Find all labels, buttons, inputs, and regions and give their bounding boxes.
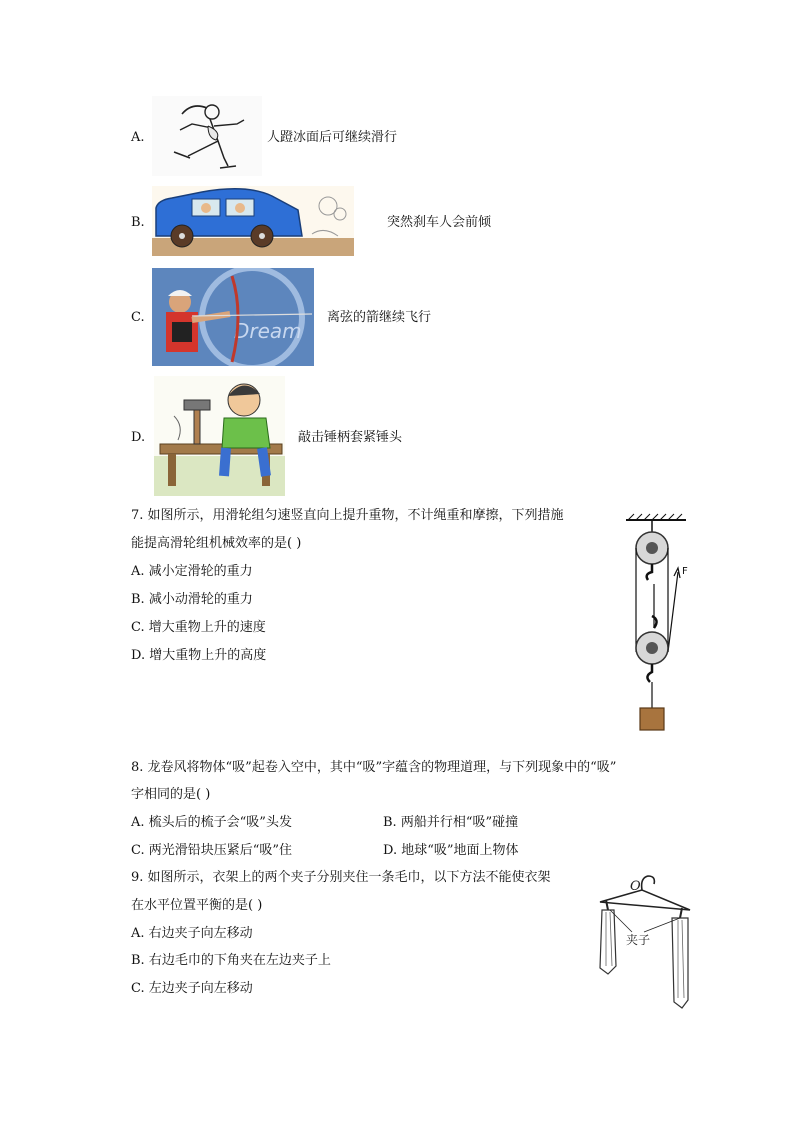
q7-option-b: B. 减小动滑轮的重力	[131, 592, 253, 607]
option-d-letter: D.	[131, 430, 146, 445]
option-a-letter: A.	[131, 130, 145, 145]
q8-option-a: A. 梳头后的梳子会“吸”头发	[131, 815, 292, 830]
q8-option-c: C. 两光滑铅块压紧后“吸”住	[131, 843, 293, 858]
option-c-letter: C.	[131, 310, 145, 325]
option-a-text: 人蹬冰面后可继续滑行	[267, 130, 398, 145]
option-c-text: 离弦的箭继续飞行	[327, 310, 432, 325]
q7-stem-line2: 能提高滑轮组机械效率的是( )	[131, 536, 302, 551]
archer-image-text: Dream	[234, 319, 302, 343]
q8-option-d: D. 地球“吸”地面上物体	[383, 843, 519, 858]
q9-option-b: B. 右边毛巾的下角夹在左边夹子上	[131, 953, 331, 968]
pulley-diagram	[616, 512, 696, 734]
hanger-diagram	[592, 870, 698, 1012]
q9-option-c: C. 左边夹子向左移动	[131, 981, 253, 996]
car-image	[152, 186, 354, 256]
archer-image	[152, 268, 314, 366]
clip-label: 夹子	[626, 933, 651, 947]
q7-option-d: D. 增大重物上升的高度	[131, 648, 267, 663]
option-d-text: 敲击锤柄套紧锤头	[298, 430, 403, 445]
force-label-f: F	[682, 566, 688, 577]
option-b-text: 突然刹车人会前倾	[387, 215, 492, 230]
skater-image	[152, 96, 262, 176]
q8-stem-line2: 字相同的是( )	[131, 787, 211, 802]
q9-stem-line2: 在水平位置平衡的是( )	[131, 898, 263, 913]
q7-stem-line1: 7. 如图所示，用滑轮组匀速竖直向上提升重物，不计绳重和摩擦，下列措施	[131, 508, 564, 523]
q8-option-b: B. 两船并行相“吸”碰撞	[383, 815, 519, 830]
option-b-letter: B.	[131, 215, 145, 230]
hammer-bench-image	[154, 376, 285, 496]
q7-option-c: C. 增大重物上升的速度	[131, 620, 266, 635]
pivot-label-o: O	[630, 879, 641, 894]
q9-option-a: A. 右边夹子向左移动	[131, 926, 253, 941]
q9-stem-line1: 9. 如图所示，衣架上的两个夹子分别夹住一条毛巾，以下方法不能使衣架	[131, 870, 551, 885]
q8-stem-line1: 8. 龙卷风将物体“吸”起卷入空中，其中“吸”字蕴含的物理道理，与下列现象中的“吸”	[131, 760, 617, 775]
q7-option-a: A. 减小定滑轮的重力	[131, 564, 253, 579]
